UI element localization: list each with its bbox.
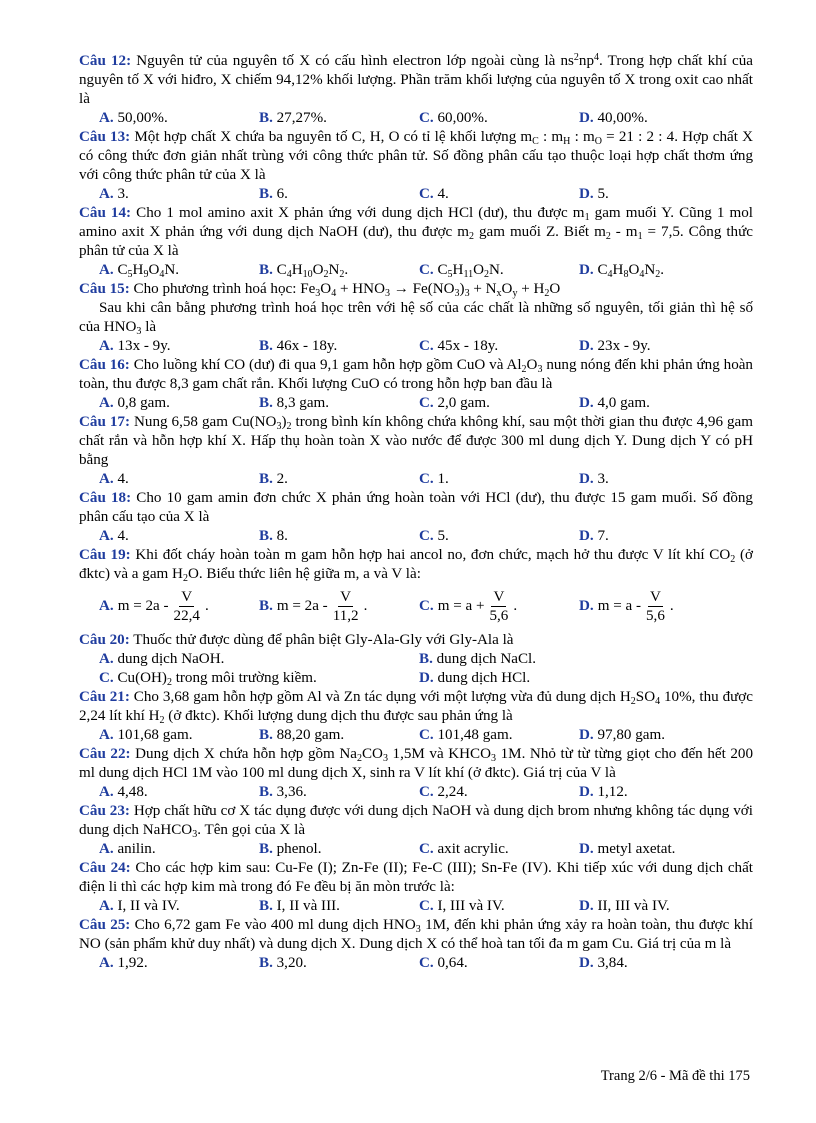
- question-number: Câu 13:: [79, 129, 131, 145]
- option-a[interactable]: A. 13x - 9y.: [99, 338, 171, 354]
- question-22: Câu 22: Dung dịch X chứa hỗn hợp gồm $Na_2CO_3$ 1,5M và $KHCO_3$ 1M. Nhỏ từ từ từng giọt cho đến hết 200 ml dung dịch HCl 1M vào 100 ml dung dịch X, sinh ra V lít khí (ở đktc). Giá trị của V là: [79, 746, 753, 781]
- answer-options: [79, 783, 753, 802]
- option-d[interactable]: D. 23x - 9y.: [579, 338, 651, 354]
- question-13: Câu 13: Một hợp chất X chứa ba nguyên tố C, H, O có tỉ lệ khối lượng $m_C$ : $m_H$ : $m_O = 21$ : 2 : 4. Hợp chất X có công thức đơn giản nhất trùng với công thức phân tử. Số đồng phân cấu tạo thuộc loại hợp chất thơm ứng với công thức phân tử của X là: [79, 129, 754, 183]
- option-b[interactable]: B. dung dịch NaCl.: [419, 651, 536, 667]
- option-c[interactable]: C. m = a + $\frac{V}{5,6}$ .: [419, 589, 518, 624]
- option-b[interactable]: B. 46x - 18y.: [259, 338, 338, 354]
- answer-options: [79, 726, 753, 745]
- question-15-continuation: Sau khi cân bằng phương trình hoá học trên với hệ số của các chất là những số nguyên, tối giản thì hệ số của $HNO_3$ là: [79, 300, 753, 337]
- option-c[interactable]: C. axit acrylic.: [419, 841, 509, 857]
- option-a[interactable]: A. dung dịch NaOH.: [99, 651, 225, 667]
- option-b[interactable]: B. 27,27%.: [259, 110, 327, 126]
- question-20: Câu 20: Thuốc thử được dùng để phân biệt Gly-Ala-Gly với Gly-Ala là: [79, 632, 514, 648]
- option-c[interactable]: C. 4.: [419, 186, 449, 202]
- option-b[interactable]: B. 8.: [259, 528, 288, 544]
- question-number: Câu 15:: [79, 281, 130, 297]
- option-d[interactable]: D. 4,0 gam.: [579, 395, 650, 411]
- question-number: Câu 18:: [79, 490, 132, 506]
- question-16: Câu 16: Cho luồng khí CO (dư) đi qua 9,1 gam hỗn hợp gồm CuO và $Al_2O_3$ nung nóng đến khi phản ứng hoàn toàn, thu được 8,3 gam chất rắn. Khối lượng CuO có trong hỗn hợp ban đầu là: [79, 357, 753, 392]
- question-number: Câu 20:: [79, 632, 130, 648]
- option-c[interactable]: C. 0,64.: [419, 955, 468, 971]
- option-a[interactable]: A. m = 2a - $\frac{V}{22,4}$ .: [99, 589, 209, 624]
- option-a[interactable]: A. $C_5H_9O_4N$.: [99, 262, 180, 280]
- fraction: $\frac{V}{22,4}$: [173, 589, 200, 624]
- question-number: Câu 24:: [79, 860, 131, 876]
- question-number: Câu 25:: [79, 917, 131, 933]
- option-d[interactable]: D. 5.: [579, 186, 609, 202]
- question-14: Câu 14: Cho 1 mol amino axit X phản ứng với dung dịch HCl (dư), thu được $m_1$ gam muối Y. Cũng 1 mol amino axit X phản ứng với dung dịch NaOH (dư), thu được $m_2$ gam muối Z. Biết $m_2 - m_1 = 7,5$. Công thức phân tử của X là: [79, 205, 753, 259]
- option-a[interactable]: A. 4,48.: [99, 784, 148, 800]
- option-b[interactable]: B. phenol.: [259, 841, 322, 857]
- question-number: Câu 12:: [79, 53, 132, 69]
- question-number: Câu 19:: [79, 547, 131, 563]
- option-d[interactable]: D. $C_4H_8O_4N_2$.: [579, 262, 665, 280]
- option-a[interactable]: A. anilin.: [99, 841, 156, 857]
- page-footer: Trang 2/6 - Mã đề thi 175: [600, 1068, 750, 1084]
- option-a[interactable]: A. 0,8 gam.: [99, 395, 170, 411]
- option-b[interactable]: B. 88,20 gam.: [259, 727, 345, 743]
- option-c[interactable]: C. $Cu(OH)_2$ trong môi trường kiềm.: [99, 670, 317, 688]
- option-d[interactable]: D. dung dịch HCl.: [419, 670, 531, 686]
- option-b[interactable]: B. 3,20.: [259, 955, 307, 971]
- option-d[interactable]: D. II, III và IV.: [579, 898, 670, 914]
- answer-options: [79, 650, 753, 688]
- question-number: Câu 21:: [79, 689, 130, 705]
- question-12: Câu 12: Nguyên tử của nguyên tố X có cấu hình electron lớp ngoài cùng là $ns^2np^4$. Trong hợp chất khí của nguyên tố X với hiđro, X chiếm 94,12% khối lượng. Phần trăm khối lượng của nguyên tố X trong oxit cao nhất là: [79, 52, 753, 107]
- option-c[interactable]: C. 101,48 gam.: [419, 727, 513, 743]
- option-b[interactable]: B. 2.: [259, 471, 288, 487]
- exam-page: [79, 52, 753, 973]
- answer-options: [79, 337, 753, 356]
- option-a[interactable]: A. 3.: [99, 186, 129, 202]
- option-a[interactable]: A. I, II và IV.: [99, 898, 180, 914]
- option-a[interactable]: A. 101,68 gam.: [99, 727, 193, 743]
- option-d[interactable]: D. metyl axetat.: [579, 841, 676, 857]
- answer-options: [79, 527, 753, 546]
- option-a[interactable]: A. 4.: [99, 471, 129, 487]
- answer-options: [79, 897, 753, 916]
- answer-options: [79, 954, 753, 973]
- question-21: Câu 21: Cho 3,68 gam hỗn hợp gồm Al và Zn tác dụng với một lượng vừa đủ dung dịch $H_2SO_4$ 10%, thu được 2,24 lít khí $H_2$ (ở đktc). Khối lượng dung dịch thu được sau phản ứng là: [79, 689, 753, 726]
- question-23: Câu 23: Hợp chất hữu cơ X tác dụng được với dung dịch NaOH và dung dịch brom nhưng không tác dụng với dung dịch NaHCO$_3$. Tên gọi của X là: [79, 803, 753, 840]
- question-24: Câu 24: Cho các hợp kim sau: Cu-Fe (I); Zn-Fe (II); Fe-C (III); Sn-Fe (IV). Khi tiếp xúc với dung dịch chất điện li thì các hợp kim mà trong đó Fe đều bị ăn mòn trước là:: [79, 860, 753, 895]
- question-number: Câu 23:: [79, 803, 130, 819]
- option-b[interactable]: B. 8,3 gam.: [259, 395, 330, 411]
- answer-options: [79, 261, 753, 280]
- answer-options: [79, 394, 753, 413]
- option-a[interactable]: A. 4.: [99, 528, 129, 544]
- option-c[interactable]: C. 1.: [419, 471, 449, 487]
- option-d[interactable]: D. 1,12.: [579, 784, 628, 800]
- question-17: Câu 17: Nung 6,58 gam $Cu(NO_3)_2$ trong bình kín không chứa không khí, sau một thời gian thu được 4,96 gam chất rắn và hỗn hợp khí X. Hấp thụ hoàn toàn X vào nước để được 300 ml dung dịch Y. Dung dịch Y có pH bằng: [79, 414, 753, 468]
- option-c[interactable]: C. 60,00%.: [419, 110, 488, 126]
- option-c[interactable]: C. $C_5H_{11}O_2N$.: [419, 262, 504, 280]
- question-18: Câu 18: Cho 10 gam amin đơn chức X phản ứng hoàn toàn với HCl (dư), thu được 15 gam muối. Số đồng phân cấu tạo của X là: [79, 490, 753, 525]
- option-a[interactable]: A. 1,92.: [99, 955, 148, 971]
- question-25: Câu 25: Cho 6,72 gam Fe vào 400 ml dung dịch $HNO_3$ 1M, đến khi phản ứng xảy ra hoàn toàn, thu được khí NO (sản phẩm khử duy nhất) và dung dịch X. Dung dịch X có thể hoà tan tối đa m gam Cu. Giá trị của m là: [79, 917, 753, 952]
- fraction: $\frac{V}{11,2}$: [332, 589, 359, 624]
- option-c[interactable]: C. 5.: [419, 528, 449, 544]
- answer-options: [79, 840, 753, 859]
- option-d[interactable]: D. 7.: [579, 528, 609, 544]
- option-b[interactable]: B. $C_4H_{10}O_2N_2$.: [259, 262, 349, 280]
- option-d[interactable]: D. 3,84.: [579, 955, 628, 971]
- option-a[interactable]: A. 50,00%.: [99, 110, 168, 126]
- option-b[interactable]: B. 3,36.: [259, 784, 307, 800]
- fraction: $\frac{V}{5,6}$: [489, 589, 509, 624]
- answer-options: [79, 109, 753, 128]
- option-c[interactable]: C. I, III và IV.: [419, 898, 505, 914]
- question-19: Câu 19: Khi đốt cháy hoàn toàn m gam hỗn hợp hai ancol no, đơn chức, mạch hở thu được V lít khí $CO_2$ (ở đktc) và a gam $H_2O$. Biểu thức liên hệ giữa m, a và V là:: [79, 547, 753, 584]
- question-15: Câu 15: Cho phương trình hoá học: $Fe_3O_4 + HNO_3 \to Fe(NO_3)_3 + N_xO_y + H_2O$: [79, 281, 561, 299]
- question-number: Câu 16:: [79, 357, 130, 373]
- fraction: $\frac{V}{5,6}$: [646, 589, 665, 624]
- option-d[interactable]: D. 3.: [579, 471, 609, 487]
- question-number: Câu 22:: [79, 746, 131, 762]
- option-c[interactable]: C. 2,0 gam.: [419, 395, 490, 411]
- option-d[interactable]: D. m = a - $\frac{V}{5,6}$ .: [579, 589, 674, 624]
- option-b[interactable]: B. 6.: [259, 186, 288, 202]
- answer-options: [79, 185, 753, 204]
- question-number: Câu 14:: [79, 205, 132, 221]
- answer-options: [79, 588, 753, 625]
- question-number: Câu 17:: [79, 414, 130, 430]
- option-d[interactable]: D. 97,80 gam.: [579, 727, 665, 743]
- option-c[interactable]: C. 2,24.: [419, 784, 468, 800]
- option-b[interactable]: B. I, II và III.: [259, 898, 340, 914]
- option-d[interactable]: D. 40,00%.: [579, 110, 648, 126]
- answer-options: [79, 470, 753, 489]
- option-c[interactable]: C. 45x - 18y.: [419, 338, 499, 354]
- option-b[interactable]: B. m = 2a - $\frac{V}{11,2}$ .: [259, 589, 368, 624]
